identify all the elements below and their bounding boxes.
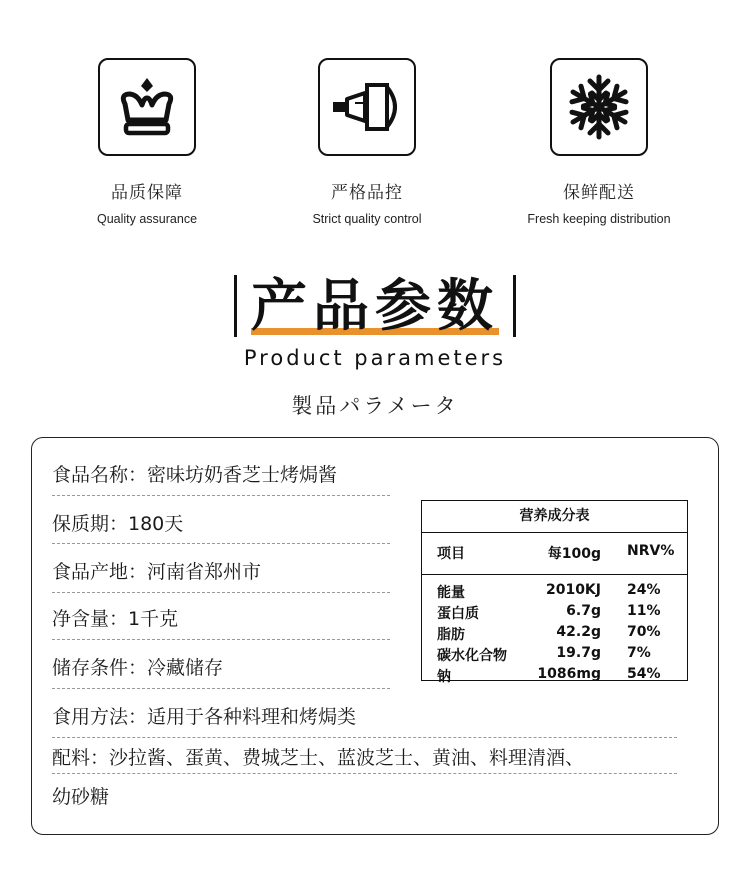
nutrition-header: [422, 543, 687, 563]
nutrition-table: [421, 500, 688, 685]
nutrient-nrv: 11%: [627, 603, 661, 619]
nutrient-nrv: 54%: [627, 666, 661, 682]
table-row: [422, 624, 687, 644]
product-name: 食品名称：密味坊奶香芝士烤焗酱: [52, 464, 338, 486]
feature-subtitle: Quality assurance: [96, 212, 198, 226]
feature-quality: [32, 58, 262, 226]
divider: [52, 737, 677, 738]
nutrient-name: 钠: [437, 669, 451, 685]
product-ingredients-line1: 配料：沙拉酱、蛋黄、费城芝士、蓝波芝士、黄油、料理清酒、: [52, 747, 585, 769]
nutrient-name: 碳水化合物: [437, 648, 507, 664]
feature-title: 保鲜配送: [563, 183, 635, 203]
header-item: 项目: [437, 546, 465, 562]
feature-subtitle: Fresh keeping distribution: [527, 212, 671, 226]
product-net-content: 净含量：1千克: [52, 608, 179, 630]
feature-control: [252, 58, 482, 226]
nutrient-name: 蛋白质: [437, 606, 479, 622]
divider: [52, 543, 390, 544]
nutrient-nrv: 24%: [627, 582, 661, 598]
header-nrv: NRV%: [627, 543, 675, 559]
section-heading: [0, 275, 750, 337]
nutrient-name: 能量: [437, 585, 465, 601]
nutrition-title: 营养成分表: [422, 501, 687, 533]
heading-subtitle-en: Product parameters: [243, 346, 507, 370]
product-shelf-life: 保质期：180天: [52, 513, 184, 535]
product-origin: 食品产地：河南省郑州市: [52, 561, 262, 583]
spray-nozzle-icon: [318, 58, 416, 156]
nutrient-amount: 1086mg: [537, 666, 601, 682]
divider: [52, 688, 390, 689]
crown-icon: [98, 58, 196, 156]
table-row: [422, 666, 687, 686]
nutrient-amount: 2010KJ: [545, 582, 601, 598]
table-row: [422, 645, 687, 665]
page-title: 产品参数: [251, 273, 499, 339]
product-usage: 食用方法：适用于各种料理和烤焗类: [52, 706, 357, 728]
feature-subtitle: Strict quality control: [312, 212, 422, 226]
nutrient-nrv: 70%: [627, 624, 661, 640]
nutrient-name: 脂肪: [437, 627, 465, 643]
nutrient-amount: 6.7g: [566, 603, 601, 619]
nutrition-divider: [422, 574, 687, 575]
divider: [52, 773, 677, 774]
divider: [52, 592, 390, 593]
product-storage: 储存条件：冷藏储存: [52, 657, 224, 679]
heading-subtitle-jp: 製品パラメータ: [291, 394, 459, 418]
product-ingredients-line2: 幼砂糖: [52, 786, 110, 808]
nutrient-nrv: 7%: [627, 645, 651, 661]
divider: [52, 495, 390, 496]
heading-title-box: [234, 275, 516, 337]
header-per100g: 每100g: [547, 546, 601, 562]
nutrient-amount: 42.2g: [556, 624, 601, 640]
feature-title: 品质保障: [111, 183, 183, 203]
nutrient-amount: 19.7g: [556, 645, 601, 661]
feature-fresh: [484, 58, 714, 226]
parameter-card: [31, 437, 719, 835]
divider: [52, 639, 390, 640]
table-row: [422, 582, 687, 602]
table-row: [422, 603, 687, 623]
feature-title: 严格品控: [331, 183, 403, 203]
snowflake-icon: [550, 58, 648, 156]
